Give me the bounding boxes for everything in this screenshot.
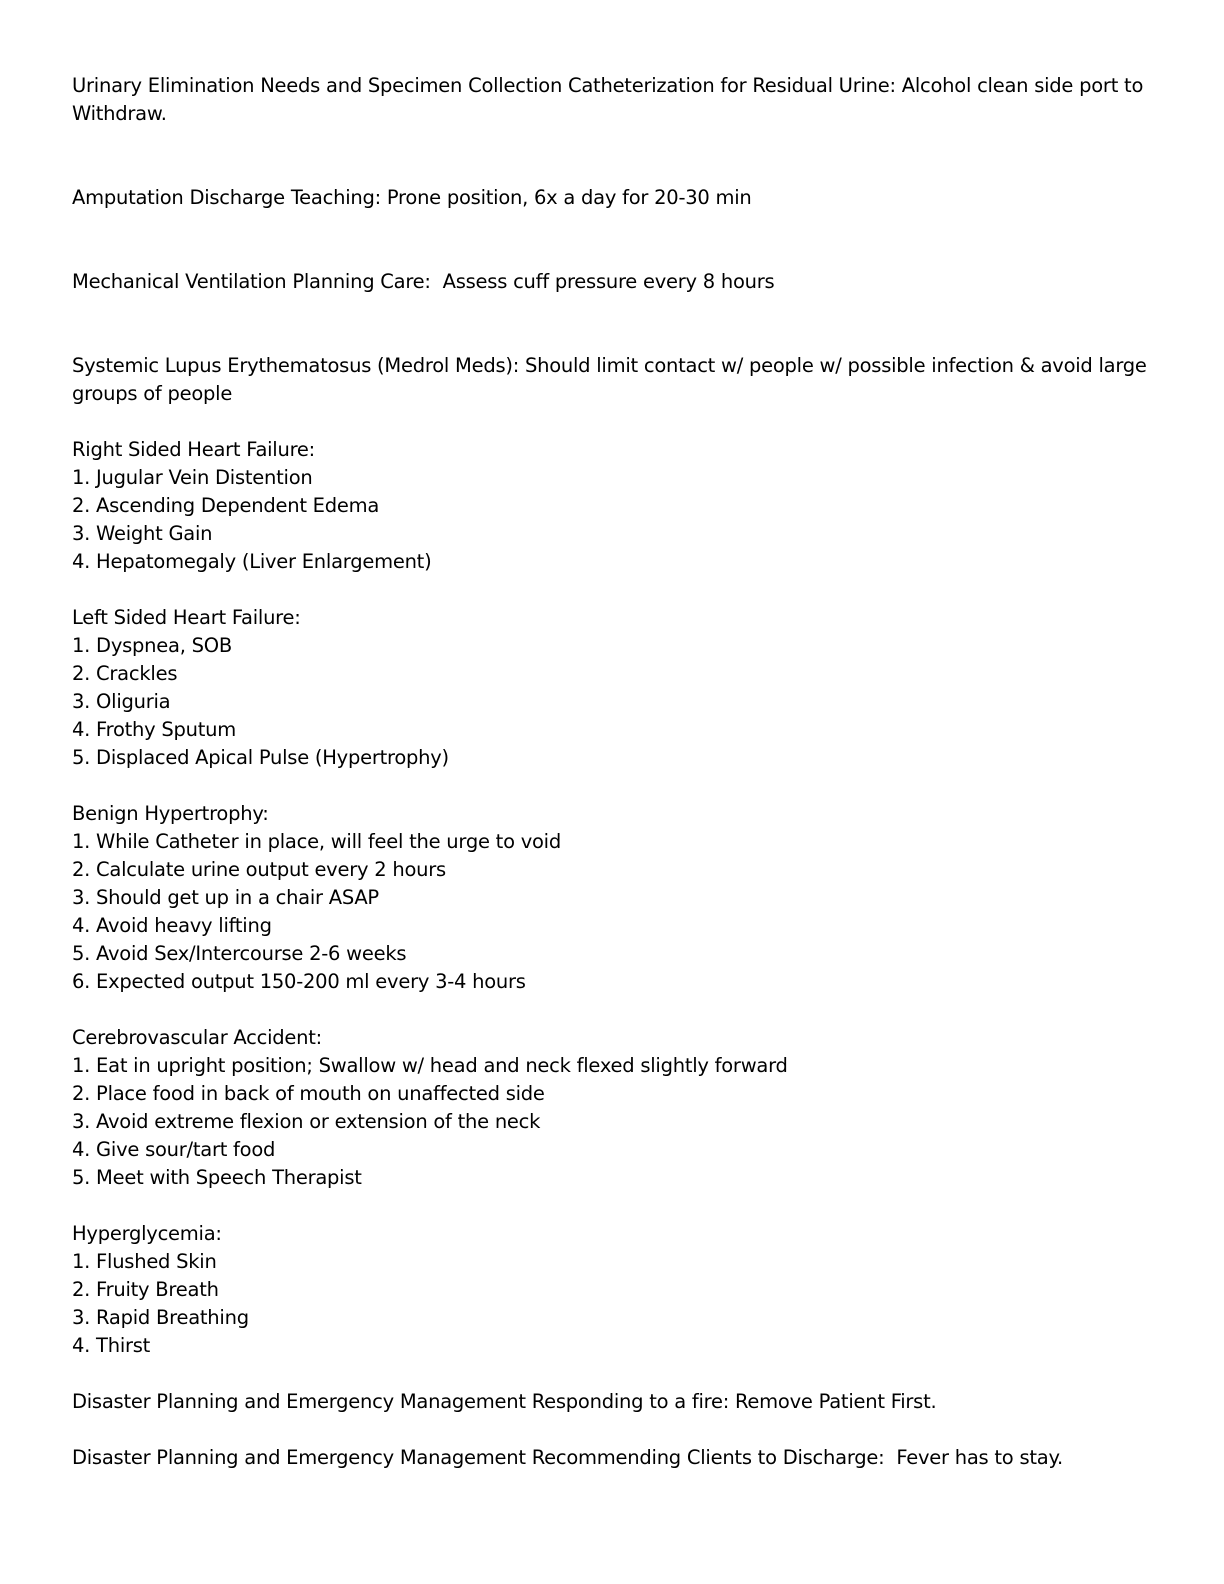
list-item: 4. Avoid heavy lifting [72,914,272,937]
list-item: 3. Weight Gain [72,522,213,545]
list-item: 4. Thirst [72,1334,151,1357]
spacer [72,1360,1152,1388]
spacer [72,996,1152,1024]
spacer [72,576,1152,604]
list-item: 3. Avoid extreme flexion or extension of the neck [72,1110,541,1133]
lupus-paragraph: Systemic Lupus Erythematosus (Medrol Meds): Should limit contact w/ people w/ possible infection & avoid large groups of people [72,354,1153,405]
list-item: 6. Expected output 150-200 ml every 3-4 hours [72,970,526,993]
list-item: 2. Ascending Dependent Edema [72,494,380,517]
spacer [72,1192,1152,1220]
list-item: 2. Calculate urine output every 2 hours [72,858,446,881]
spacer [72,408,1152,436]
list-item: 5. Avoid Sex/Intercourse 2-6 weeks [72,942,407,965]
left-heart-failure-section [72,604,1152,772]
list-item: 1. Jugular Vein Distention [72,466,313,489]
spacer [72,772,1152,800]
list-item: 4. Frothy Sputum [72,718,236,741]
urinary-paragraph: Urinary Elimination Needs and Specimen Collection Catheterization for Residual Urine: Alcohol clean side port to Withdraw. [72,74,1150,125]
section-heading: Right Sided Heart Failure: [72,438,315,461]
discharge-paragraph: Disaster Planning and Emergency Management Recommending Clients to Discharge: Fever has to stay. [72,1446,1063,1469]
list-item: 2. Place food in back of mouth on unaffected side [72,1082,545,1105]
list-item: 4. Hepatomegaly (Liver Enlargement) [72,550,432,573]
list-item: 1. While Catheter in place, will feel the urge to void [72,830,561,853]
list-item: 4. Give sour/tart food [72,1138,276,1161]
spacer [72,212,1152,268]
list-item: 2. Crackles [72,662,178,685]
list-item: 3. Rapid Breathing [72,1306,249,1329]
spacer [72,128,1152,184]
right-heart-failure-section [72,436,1152,576]
document-page [72,72,1152,1472]
spacer [72,296,1152,352]
list-item: 3. Oliguria [72,690,171,713]
cva-section [72,1024,1152,1192]
ventilation-paragraph: Mechanical Ventilation Planning Care: Assess cuff pressure every 8 hours [72,270,775,293]
fire-paragraph: Disaster Planning and Emergency Management Responding to a fire: Remove Patient First. [72,1390,937,1413]
list-item: 3. Should get up in a chair ASAP [72,886,379,909]
section-heading: Hyperglycemia: [72,1222,222,1245]
list-item: 5. Displaced Apical Pulse (Hypertrophy) [72,746,449,769]
amputation-paragraph: Amputation Discharge Teaching: Prone position, 6x a day for 20-30 min [72,186,752,209]
list-item: 5. Meet with Speech Therapist [72,1166,362,1189]
section-heading: Cerebrovascular Accident: [72,1026,322,1049]
spacer [72,1416,1152,1444]
hyperglycemia-section [72,1220,1152,1360]
section-heading: Left Sided Heart Failure: [72,606,301,629]
list-item: 2. Fruity Breath [72,1278,219,1301]
list-item: 1. Dyspnea, SOB [72,634,232,657]
section-heading: Benign Hypertrophy: [72,802,269,825]
list-item: 1. Flushed Skin [72,1250,217,1273]
benign-hypertrophy-section [72,800,1152,996]
list-item: 1. Eat in upright position; Swallow w/ head and neck flexed slightly forward [72,1054,788,1077]
